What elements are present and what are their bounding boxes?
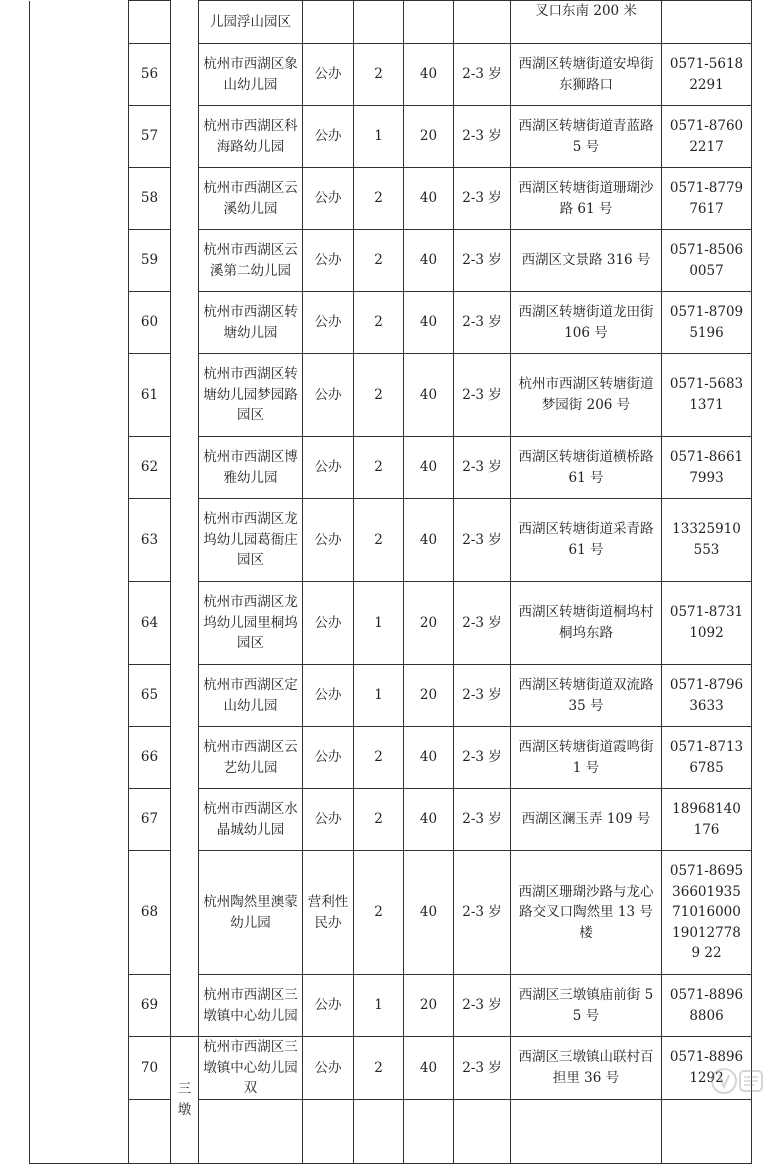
class-count: 2	[354, 292, 404, 354]
kindergarten-name: 杭州市西湖区转塘幼儿园梦园路园区	[199, 354, 303, 437]
row-number: 66	[129, 727, 171, 789]
address: 西湖区珊瑚沙路与龙心路交叉口陶然里 13 号楼	[511, 851, 662, 975]
kindergarten-name: 杭州市西湖区转塘幼儿园	[199, 292, 303, 354]
capacity: 40	[404, 354, 454, 437]
capacity: 40	[404, 499, 454, 582]
class-count: 2	[354, 230, 404, 292]
capacity: 40	[404, 168, 454, 230]
kindergarten-name	[199, 1099, 303, 1163]
school-type: 公办	[303, 582, 354, 665]
kindergarten-name: 杭州陶然里澳蒙幼儿园	[199, 851, 303, 975]
age-range: 2-3 岁	[454, 727, 511, 789]
table-row	[30, 1099, 752, 1163]
capacity: 20	[404, 975, 454, 1037]
address: 西湖区文景路 316 号	[511, 230, 662, 292]
class-count: 1	[354, 582, 404, 665]
age-range: 2-3 岁	[454, 789, 511, 851]
table-row	[30, 1, 752, 44]
row-number: 67	[129, 789, 171, 851]
address: 西湖区转塘街道桐坞村桐坞东路	[511, 582, 662, 665]
phone: 0571-87797617	[662, 168, 752, 230]
row-number: 62	[129, 437, 171, 499]
phone: 0571-88961292	[662, 1037, 752, 1100]
phone: 0571-85060057	[662, 230, 752, 292]
phone	[662, 1099, 752, 1163]
age-range: 2-3 岁	[454, 499, 511, 582]
capacity	[404, 1099, 454, 1163]
row-number: 65	[129, 665, 171, 727]
table-row	[30, 106, 752, 168]
school-type: 公办	[303, 437, 354, 499]
kindergarten-name: 杭州市西湖区博雅幼儿园	[199, 437, 303, 499]
age-range: 2-3 岁	[454, 230, 511, 292]
age-range	[454, 1, 511, 44]
phone	[662, 1, 752, 44]
phone: 0571-87963633	[662, 665, 752, 727]
age-range: 2-3 岁	[454, 1037, 511, 1100]
kindergarten-name: 杭州市西湖区云溪幼儿园	[199, 168, 303, 230]
capacity: 20	[404, 665, 454, 727]
table-row	[30, 230, 752, 292]
row-number: 56	[129, 44, 171, 106]
capacity: 40	[404, 851, 454, 975]
address: 西湖区转塘街道霞鸣街 1 号	[511, 727, 662, 789]
class-count: 1	[354, 106, 404, 168]
phone: 0571-56831371	[662, 354, 752, 437]
address: 西湖区澜玉弄 109 号	[511, 789, 662, 851]
class-count: 2	[354, 44, 404, 106]
age-range: 2-3 岁	[454, 665, 511, 727]
age-range: 2-3 岁	[454, 354, 511, 437]
address: 西湖区三墩镇山联村百担里 36 号	[511, 1037, 662, 1100]
age-range: 2-3 岁	[454, 292, 511, 354]
school-type: 公办	[303, 292, 354, 354]
kindergarten-name: 儿园浮山园区	[199, 1, 303, 44]
row-number: 59	[129, 230, 171, 292]
street-cell	[171, 1, 199, 1037]
kindergarten-name: 杭州市西湖区科海路幼儿园	[199, 106, 303, 168]
kindergarten-name: 杭州市西湖区龙坞幼儿园葛衙庄园区	[199, 499, 303, 582]
row-number: 69	[129, 975, 171, 1037]
capacity: 40	[404, 230, 454, 292]
table-row	[30, 727, 752, 789]
school-type: 公办	[303, 975, 354, 1037]
age-range: 2-3 岁	[454, 851, 511, 975]
table-row	[30, 499, 752, 582]
class-count: 2	[354, 354, 404, 437]
address: 西湖区转塘街道安埠街东狮路口	[511, 44, 662, 106]
school-type: 公办	[303, 665, 354, 727]
address: 叉口东南 200 米	[511, 1, 662, 44]
school-type: 营利性民办	[303, 851, 354, 975]
row-number: 57	[129, 106, 171, 168]
phone: 0571-56182291	[662, 44, 752, 106]
capacity: 40	[404, 437, 454, 499]
school-type: 公办	[303, 499, 354, 582]
capacity: 40	[404, 727, 454, 789]
capacity: 20	[404, 582, 454, 665]
capacity: 40	[404, 292, 454, 354]
capacity: 20	[404, 106, 454, 168]
phone: 0571-87602217	[662, 106, 752, 168]
address: 西湖区转塘街道双流路 35 号	[511, 665, 662, 727]
school-type: 公办	[303, 168, 354, 230]
kindergarten-name: 杭州市西湖区象山幼儿园	[199, 44, 303, 106]
kindergarten-name: 杭州市西湖区三墩镇中心幼儿园双	[199, 1037, 303, 1100]
town-cell: 三墩	[171, 1037, 199, 1164]
school-type: 公办	[303, 1037, 354, 1100]
row-number	[129, 1, 171, 44]
table-row	[30, 1037, 752, 1100]
phone: 0571-87311092	[662, 582, 752, 665]
row-number: 64	[129, 582, 171, 665]
row-number: 60	[129, 292, 171, 354]
table-row	[30, 292, 752, 354]
school-type: 公办	[303, 789, 354, 851]
school-type	[303, 1, 354, 44]
school-type: 公办	[303, 230, 354, 292]
age-range: 2-3 岁	[454, 44, 511, 106]
phone: 18968140176	[662, 789, 752, 851]
district-cell	[30, 1, 129, 1164]
age-range: 2-3 岁	[454, 106, 511, 168]
phone: 0571-86617993	[662, 437, 752, 499]
kindergarten-name: 杭州市西湖区定山幼儿园	[199, 665, 303, 727]
address: 西湖区转塘街道龙田街 106 号	[511, 292, 662, 354]
table-row	[30, 789, 752, 851]
class-count: 1	[354, 665, 404, 727]
capacity: 40	[404, 44, 454, 106]
row-number	[129, 1099, 171, 1163]
address: 西湖区转塘街道横桥路 61 号	[511, 437, 662, 499]
kindergarten-name: 杭州市西湖区云溪第二幼儿园	[199, 230, 303, 292]
table-row	[30, 665, 752, 727]
class-count: 2	[354, 727, 404, 789]
phone: 0571-87095196	[662, 292, 752, 354]
school-type	[303, 1099, 354, 1163]
address: 西湖区三墩镇庙前街 55 号	[511, 975, 662, 1037]
class-count: 1	[354, 975, 404, 1037]
capacity: 40	[404, 789, 454, 851]
row-number: 61	[129, 354, 171, 437]
school-type: 公办	[303, 354, 354, 437]
site-watermark-icon	[710, 1061, 768, 1101]
row-number: 68	[129, 851, 171, 975]
address: 西湖区转塘街道采青路 61 号	[511, 499, 662, 582]
table-row	[30, 851, 752, 975]
table-row	[30, 44, 752, 106]
row-number: 58	[129, 168, 171, 230]
capacity: 40	[404, 1037, 454, 1100]
class-count: 2	[354, 789, 404, 851]
kindergarten-name: 杭州市西湖区三墩镇中心幼儿园	[199, 975, 303, 1037]
class-count: 2	[354, 437, 404, 499]
table-row	[30, 354, 752, 437]
kindergarten-name: 杭州市西湖区龙坞幼儿园里桐坞园区	[199, 582, 303, 665]
school-type: 公办	[303, 727, 354, 789]
table-row	[30, 582, 752, 665]
class-count: 2	[354, 1037, 404, 1100]
class-count: 2	[354, 499, 404, 582]
phone: 0571-86953660193571016000190127789 22	[662, 851, 752, 975]
kindergarten-name: 杭州市西湖区云艺幼儿园	[199, 727, 303, 789]
school-type: 公办	[303, 44, 354, 106]
table-row	[30, 975, 752, 1037]
age-range: 2-3 岁	[454, 975, 511, 1037]
age-range: 2-3 岁	[454, 582, 511, 665]
phone: 0571-88968806	[662, 975, 752, 1037]
address: 杭州市西湖区转塘街道梦园街 206 号	[511, 354, 662, 437]
class-count	[354, 1099, 404, 1163]
address: 西湖区转塘街道珊瑚沙路 61 号	[511, 168, 662, 230]
phone: 13325910553	[662, 499, 752, 582]
address	[511, 1099, 662, 1163]
table-row	[30, 437, 752, 499]
school-type: 公办	[303, 106, 354, 168]
age-range	[454, 1099, 511, 1163]
class-count	[354, 1, 404, 44]
phone: 0571-87136785	[662, 727, 752, 789]
address: 西湖区转塘街道青蓝路 5 号	[511, 106, 662, 168]
age-range: 2-3 岁	[454, 437, 511, 499]
table-row	[30, 168, 752, 230]
class-count: 2	[354, 851, 404, 975]
class-count: 2	[354, 168, 404, 230]
kindergarten-table	[29, 0, 752, 1164]
row-number: 63	[129, 499, 171, 582]
row-number: 70	[129, 1037, 171, 1100]
kindergarten-name: 杭州市西湖区水晶城幼儿园	[199, 789, 303, 851]
capacity	[404, 1, 454, 44]
age-range: 2-3 岁	[454, 168, 511, 230]
